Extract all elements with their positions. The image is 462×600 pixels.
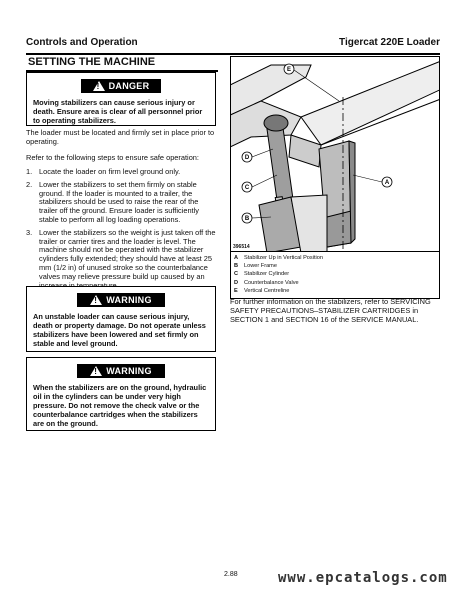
list-item bbox=[26, 168, 216, 177]
legend-key: B bbox=[234, 263, 239, 270]
danger-label: DANGER bbox=[108, 81, 150, 91]
callout-b: B bbox=[244, 216, 250, 222]
legend-key: C bbox=[234, 271, 239, 278]
stabilizer-illustration bbox=[231, 57, 440, 252]
header-rule bbox=[26, 53, 440, 55]
legend-key: A bbox=[234, 255, 239, 261]
figure-legend bbox=[230, 252, 440, 299]
intro-paragraph: The loader must be located and firmly set in place prior to operating. bbox=[26, 128, 215, 146]
step-text: Locate the loader on firm level ground only. bbox=[39, 167, 181, 176]
warning-triangle-icon bbox=[90, 295, 102, 305]
warning-banner bbox=[77, 364, 165, 378]
legend-text: Stabilizer Up in Vertical Position bbox=[244, 255, 323, 261]
danger-text: Moving stabilizers can cause serious injury or death. Ensure area is clear of all personnel prior to operating stabilizers. bbox=[33, 98, 203, 125]
header-model: Tigercat 220E Loader bbox=[339, 37, 440, 48]
step-number: 3. bbox=[26, 227, 33, 237]
list-item bbox=[234, 287, 436, 295]
stabilizer-figure bbox=[230, 56, 440, 252]
danger-box bbox=[26, 72, 216, 126]
list-item bbox=[234, 254, 436, 262]
callout-c: C bbox=[244, 185, 250, 191]
step-number: 2. bbox=[26, 179, 33, 189]
warning-label: WARNING bbox=[106, 366, 152, 376]
legend-key: E bbox=[234, 287, 238, 294]
list-item bbox=[234, 262, 436, 270]
warning-banner bbox=[77, 293, 165, 307]
callout-a: A bbox=[384, 180, 390, 186]
step-number: 1. bbox=[26, 167, 33, 176]
watermark: www.epcatalogs.com bbox=[278, 570, 448, 586]
page-header bbox=[26, 37, 440, 53]
header-section: Controls and Operation bbox=[26, 37, 138, 48]
danger-banner bbox=[81, 79, 161, 93]
legend-text: Counterbalance Valve bbox=[244, 279, 299, 286]
section-title: SETTING THE MACHINE bbox=[26, 56, 218, 72]
callout-e: E bbox=[286, 67, 292, 73]
figure-id: 396514 bbox=[233, 244, 250, 250]
list-item bbox=[26, 181, 216, 225]
steps-list bbox=[26, 168, 216, 294]
warning-triangle-icon bbox=[90, 366, 102, 376]
warning-box-unstable bbox=[26, 286, 216, 352]
legend-key: D bbox=[234, 279, 239, 286]
legend-text: Stabilizer Cylinder bbox=[244, 271, 290, 278]
list-item bbox=[234, 270, 436, 278]
warning-box-pressure bbox=[26, 357, 216, 431]
legend-text: Vertical Centreline bbox=[244, 287, 290, 294]
callout-d: D bbox=[244, 155, 250, 161]
warning-text: An unstable loader can cause serious injury, death or property damage. Do not operate unless stabilizers have been lowered and set firmly on stable and level ground. bbox=[33, 312, 206, 348]
step-text: Lower the stabilizers so the weight is just taken off the trailer or carrier tires and the loader is level. The machine should not be operated with the stabilizer cylinders fully extended; they should have at least 25 mm (1/2 in) of unused stroke so the counterbalance valves may relieve pressure build up caused by an bbox=[39, 227, 216, 281]
further-info-paragraph: For further information on the stabilizers, refer to SERVICING SAFETY PRECAUTIONS–STABILIZER CARTRIDGES in SECTION 1 and SECTION 16 of the SERVICE MANUAL. bbox=[230, 297, 431, 324]
warning-text: When the stabilizers are on the ground, hydraulic oil in the cylinders can be under very high pressure. Do not remove the check valve or the counterbalance cartridges when the stabilizers are on the ground. bbox=[33, 383, 207, 428]
steps-intro: Refer to the following steps to ensure safe operation: bbox=[26, 153, 199, 162]
warning-triangle-icon bbox=[93, 81, 105, 91]
legend-text: Lower Frame bbox=[244, 263, 277, 270]
list-item bbox=[234, 279, 436, 287]
warning-label: WARNING bbox=[106, 295, 152, 305]
list-item bbox=[26, 229, 216, 291]
step-text: Lower the stabilizers to set them firmly on stable ground. If the loader is mounted to a trailer, the stabilizers should be used to raise the rear of the trailer off the ground. Ensure loader is sufficiently stable to perform all log loading operations. bbox=[39, 179, 199, 224]
page-number: 2.88 bbox=[224, 571, 238, 578]
